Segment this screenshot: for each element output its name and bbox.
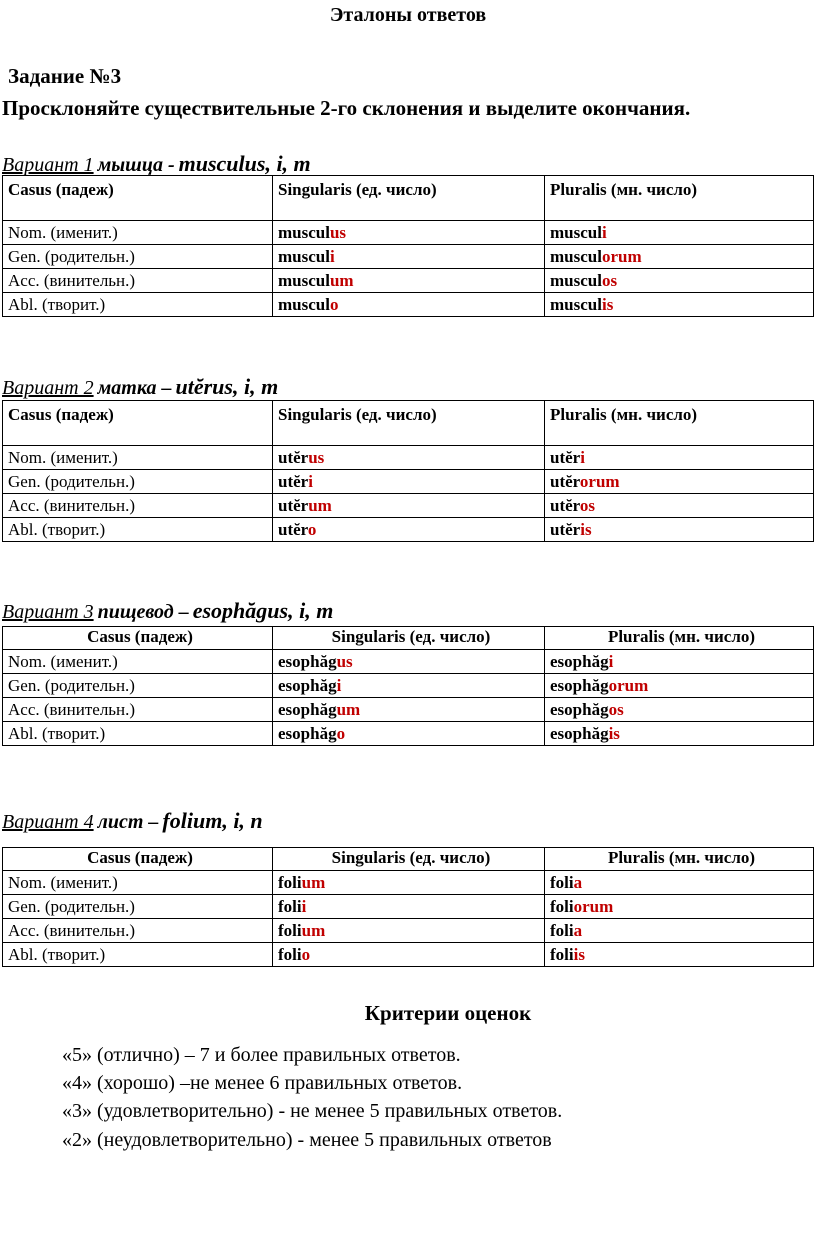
- header-casus: Casus (падеж): [3, 627, 273, 650]
- case-cell: Gen. (родительн.): [3, 895, 273, 919]
- ending: us: [308, 448, 325, 467]
- stem: esophăg: [278, 652, 337, 671]
- variant-2-table: [2, 400, 814, 542]
- plural-cell: [545, 221, 814, 245]
- stem: muscul: [550, 223, 602, 242]
- plural-cell: [545, 698, 814, 722]
- case-cell: Abl. (творит.): [3, 518, 273, 542]
- case-cell: Nom. (именит.): [3, 650, 273, 674]
- criteria-title: Критерии оценок: [364, 1001, 532, 1025]
- stem: muscul: [550, 271, 602, 290]
- table-row: [3, 722, 814, 746]
- ending: i: [580, 448, 585, 467]
- variant-latin: folium, i, n: [162, 808, 263, 833]
- plural-cell: [545, 446, 814, 470]
- stem: muscul: [278, 247, 330, 266]
- table-row: [3, 895, 814, 919]
- singular-cell: [273, 518, 545, 542]
- stem: utĕr: [550, 472, 580, 491]
- ending: um: [308, 496, 332, 515]
- variant-noun: матка –: [97, 377, 172, 399]
- stem: foli: [550, 873, 574, 892]
- ending: i: [308, 472, 313, 491]
- ending: i: [601, 223, 607, 242]
- stem: utĕr: [278, 472, 309, 491]
- plural-cell: [545, 943, 814, 967]
- stem: foli: [550, 897, 574, 916]
- stem: utĕr: [278, 520, 308, 539]
- singular-cell: [273, 446, 545, 470]
- stem: foli: [278, 945, 302, 964]
- criteria-item: «2» (неудовлетворительно) - менее 5 правильных ответов: [62, 1129, 552, 1151]
- stem: utĕr: [278, 496, 309, 515]
- variant-3-table: [2, 626, 814, 746]
- ending: us: [329, 223, 347, 242]
- table-row: [3, 221, 814, 245]
- table-row: [3, 293, 814, 317]
- table-header-row: [3, 401, 814, 446]
- singular-cell: [273, 293, 545, 317]
- plural-cell: [545, 494, 814, 518]
- header-pluralis: Pluralis (мн. число): [545, 401, 814, 446]
- stem: esophăg: [550, 724, 609, 743]
- singular-cell: [273, 245, 545, 269]
- stem: utĕr: [550, 520, 581, 539]
- ending: um: [336, 700, 361, 719]
- header-pluralis: Pluralis (мн. число): [545, 848, 814, 871]
- singular-cell: [273, 919, 545, 943]
- header-singularis: Singularis (ед. число): [273, 401, 545, 446]
- plural-cell: [545, 245, 814, 269]
- task-number: Задание №3: [8, 64, 122, 88]
- document-title: Эталоны ответов: [329, 4, 487, 26]
- table-row: [3, 446, 814, 470]
- ending: us: [336, 652, 353, 671]
- variant-2-heading: [2, 374, 278, 400]
- variant-4-heading: [2, 808, 263, 834]
- singular-cell: [273, 650, 545, 674]
- table-header-row: [3, 627, 814, 650]
- plural-cell: [545, 269, 814, 293]
- stem: utĕr: [278, 448, 309, 467]
- header-casus: Casus (падеж): [3, 401, 273, 446]
- criteria-item: «4» (хорошо) –не менее 6 правильных ответов.: [62, 1072, 463, 1094]
- ending: i: [608, 652, 614, 671]
- table-header-row: [3, 176, 814, 221]
- variant-latin: utĕrus, i, m: [175, 374, 279, 399]
- variant-noun: мышца -: [97, 154, 175, 176]
- stem: muscul: [278, 295, 330, 314]
- stem: foli: [278, 873, 302, 892]
- header-casus: Casus (падеж): [3, 176, 273, 221]
- ending: is: [580, 520, 592, 539]
- stem: esophăg: [278, 724, 337, 743]
- ending: o: [336, 724, 346, 743]
- case-cell: Nom. (именит.): [3, 221, 273, 245]
- header-singularis: Singularis (ед. число): [273, 848, 545, 871]
- ending: i: [301, 897, 307, 916]
- header-casus: Casus (падеж): [3, 848, 273, 871]
- case-cell: Gen. (родительн.): [3, 674, 273, 698]
- table-row: [3, 698, 814, 722]
- table-row: [3, 674, 814, 698]
- variant-noun: лист –: [97, 811, 159, 833]
- table-row: [3, 269, 814, 293]
- table-row: [3, 494, 814, 518]
- stem: foli: [550, 945, 574, 964]
- case-cell: Abl. (творит.): [3, 722, 273, 746]
- criteria-item: «3» (удовлетворительно) - не менее 5 правильных ответов.: [62, 1100, 563, 1122]
- header-pluralis: Pluralis (мн. число): [545, 627, 814, 650]
- ending: o: [307, 520, 317, 539]
- stem: utĕr: [550, 496, 580, 515]
- ending: o: [329, 295, 339, 314]
- header-pluralis: Pluralis (мн. число): [545, 176, 814, 221]
- stem: foli: [278, 897, 302, 916]
- table-row: [3, 470, 814, 494]
- criteria-item: «5» (отлично) – 7 и более правильных ответов.: [62, 1044, 461, 1066]
- ending: orum: [601, 247, 642, 266]
- ending: is: [601, 295, 614, 314]
- table-row: [3, 871, 814, 895]
- table-row: [3, 919, 814, 943]
- singular-cell: [273, 221, 545, 245]
- variant-label: Вариант 3: [2, 601, 94, 623]
- singular-cell: [273, 494, 545, 518]
- case-cell: Gen. (родительн.): [3, 245, 273, 269]
- case-cell: Acc. (винительн.): [3, 269, 273, 293]
- plural-cell: [545, 674, 814, 698]
- header-singularis: Singularis (ед. число): [273, 627, 545, 650]
- case-cell: Abl. (творит.): [3, 293, 273, 317]
- stem: foli: [550, 921, 574, 940]
- plural-cell: [545, 871, 814, 895]
- plural-cell: [545, 518, 814, 542]
- plural-cell: [545, 895, 814, 919]
- ending: orum: [579, 472, 620, 491]
- ending: os: [601, 271, 618, 290]
- stem: esophăg: [278, 676, 337, 695]
- task-instruction: Просклоняйте существительные 2-го склонения и выделите окончания.: [2, 96, 691, 120]
- ending: i: [336, 676, 342, 695]
- ending: a: [573, 921, 583, 940]
- variant-4-table: [2, 847, 814, 967]
- singular-cell: [273, 698, 545, 722]
- ending: is: [608, 724, 620, 743]
- ending: um: [301, 921, 326, 940]
- stem: foli: [278, 921, 302, 940]
- stem: esophăg: [278, 700, 337, 719]
- ending: o: [301, 945, 311, 964]
- case-cell: Gen. (родительн.): [3, 470, 273, 494]
- ending: orum: [573, 897, 614, 916]
- variant-1-table: [2, 175, 814, 317]
- variant-1-heading: [2, 151, 311, 177]
- table-row: [3, 518, 814, 542]
- variant-noun: пищевод –: [97, 601, 189, 623]
- variant-3-heading: [2, 598, 333, 624]
- ending: is: [573, 945, 585, 964]
- variant-label: Вариант 4: [2, 811, 94, 833]
- singular-cell: [273, 895, 545, 919]
- singular-cell: [273, 269, 545, 293]
- case-cell: Nom. (именит.): [3, 871, 273, 895]
- plural-cell: [545, 919, 814, 943]
- singular-cell: [273, 470, 545, 494]
- variant-latin: musculus, i, m: [178, 151, 311, 176]
- ending: os: [608, 700, 624, 719]
- case-cell: Acc. (винительн.): [3, 698, 273, 722]
- stem: muscul: [278, 271, 330, 290]
- stem: muscul: [550, 247, 602, 266]
- case-cell: Nom. (именит.): [3, 446, 273, 470]
- singular-cell: [273, 943, 545, 967]
- singular-cell: [273, 674, 545, 698]
- variant-label: Вариант 1: [2, 154, 94, 176]
- plural-cell: [545, 722, 814, 746]
- ending: um: [329, 271, 354, 290]
- variant-latin: esophăgus, i, m: [192, 598, 334, 623]
- case-cell: Abl. (творит.): [3, 943, 273, 967]
- plural-cell: [545, 470, 814, 494]
- header-singularis: Singularis (ед. число): [273, 176, 545, 221]
- stem: muscul: [550, 295, 602, 314]
- table-row: [3, 943, 814, 967]
- case-cell: Acc. (винительн.): [3, 494, 273, 518]
- stem: esophăg: [550, 676, 609, 695]
- table-header-row: [3, 848, 814, 871]
- ending: a: [573, 873, 583, 892]
- ending: um: [301, 873, 326, 892]
- plural-cell: [545, 650, 814, 674]
- ending: os: [579, 496, 596, 515]
- plural-cell: [545, 293, 814, 317]
- stem: utĕr: [550, 448, 581, 467]
- ending: i: [329, 247, 335, 266]
- table-row: [3, 245, 814, 269]
- stem: esophăg: [550, 652, 609, 671]
- stem: muscul: [278, 223, 330, 242]
- singular-cell: [273, 871, 545, 895]
- table-row: [3, 650, 814, 674]
- case-cell: Acc. (винительн.): [3, 919, 273, 943]
- stem: esophăg: [550, 700, 609, 719]
- variant-label: Вариант 2: [2, 377, 94, 399]
- singular-cell: [273, 722, 545, 746]
- ending: orum: [608, 676, 649, 695]
